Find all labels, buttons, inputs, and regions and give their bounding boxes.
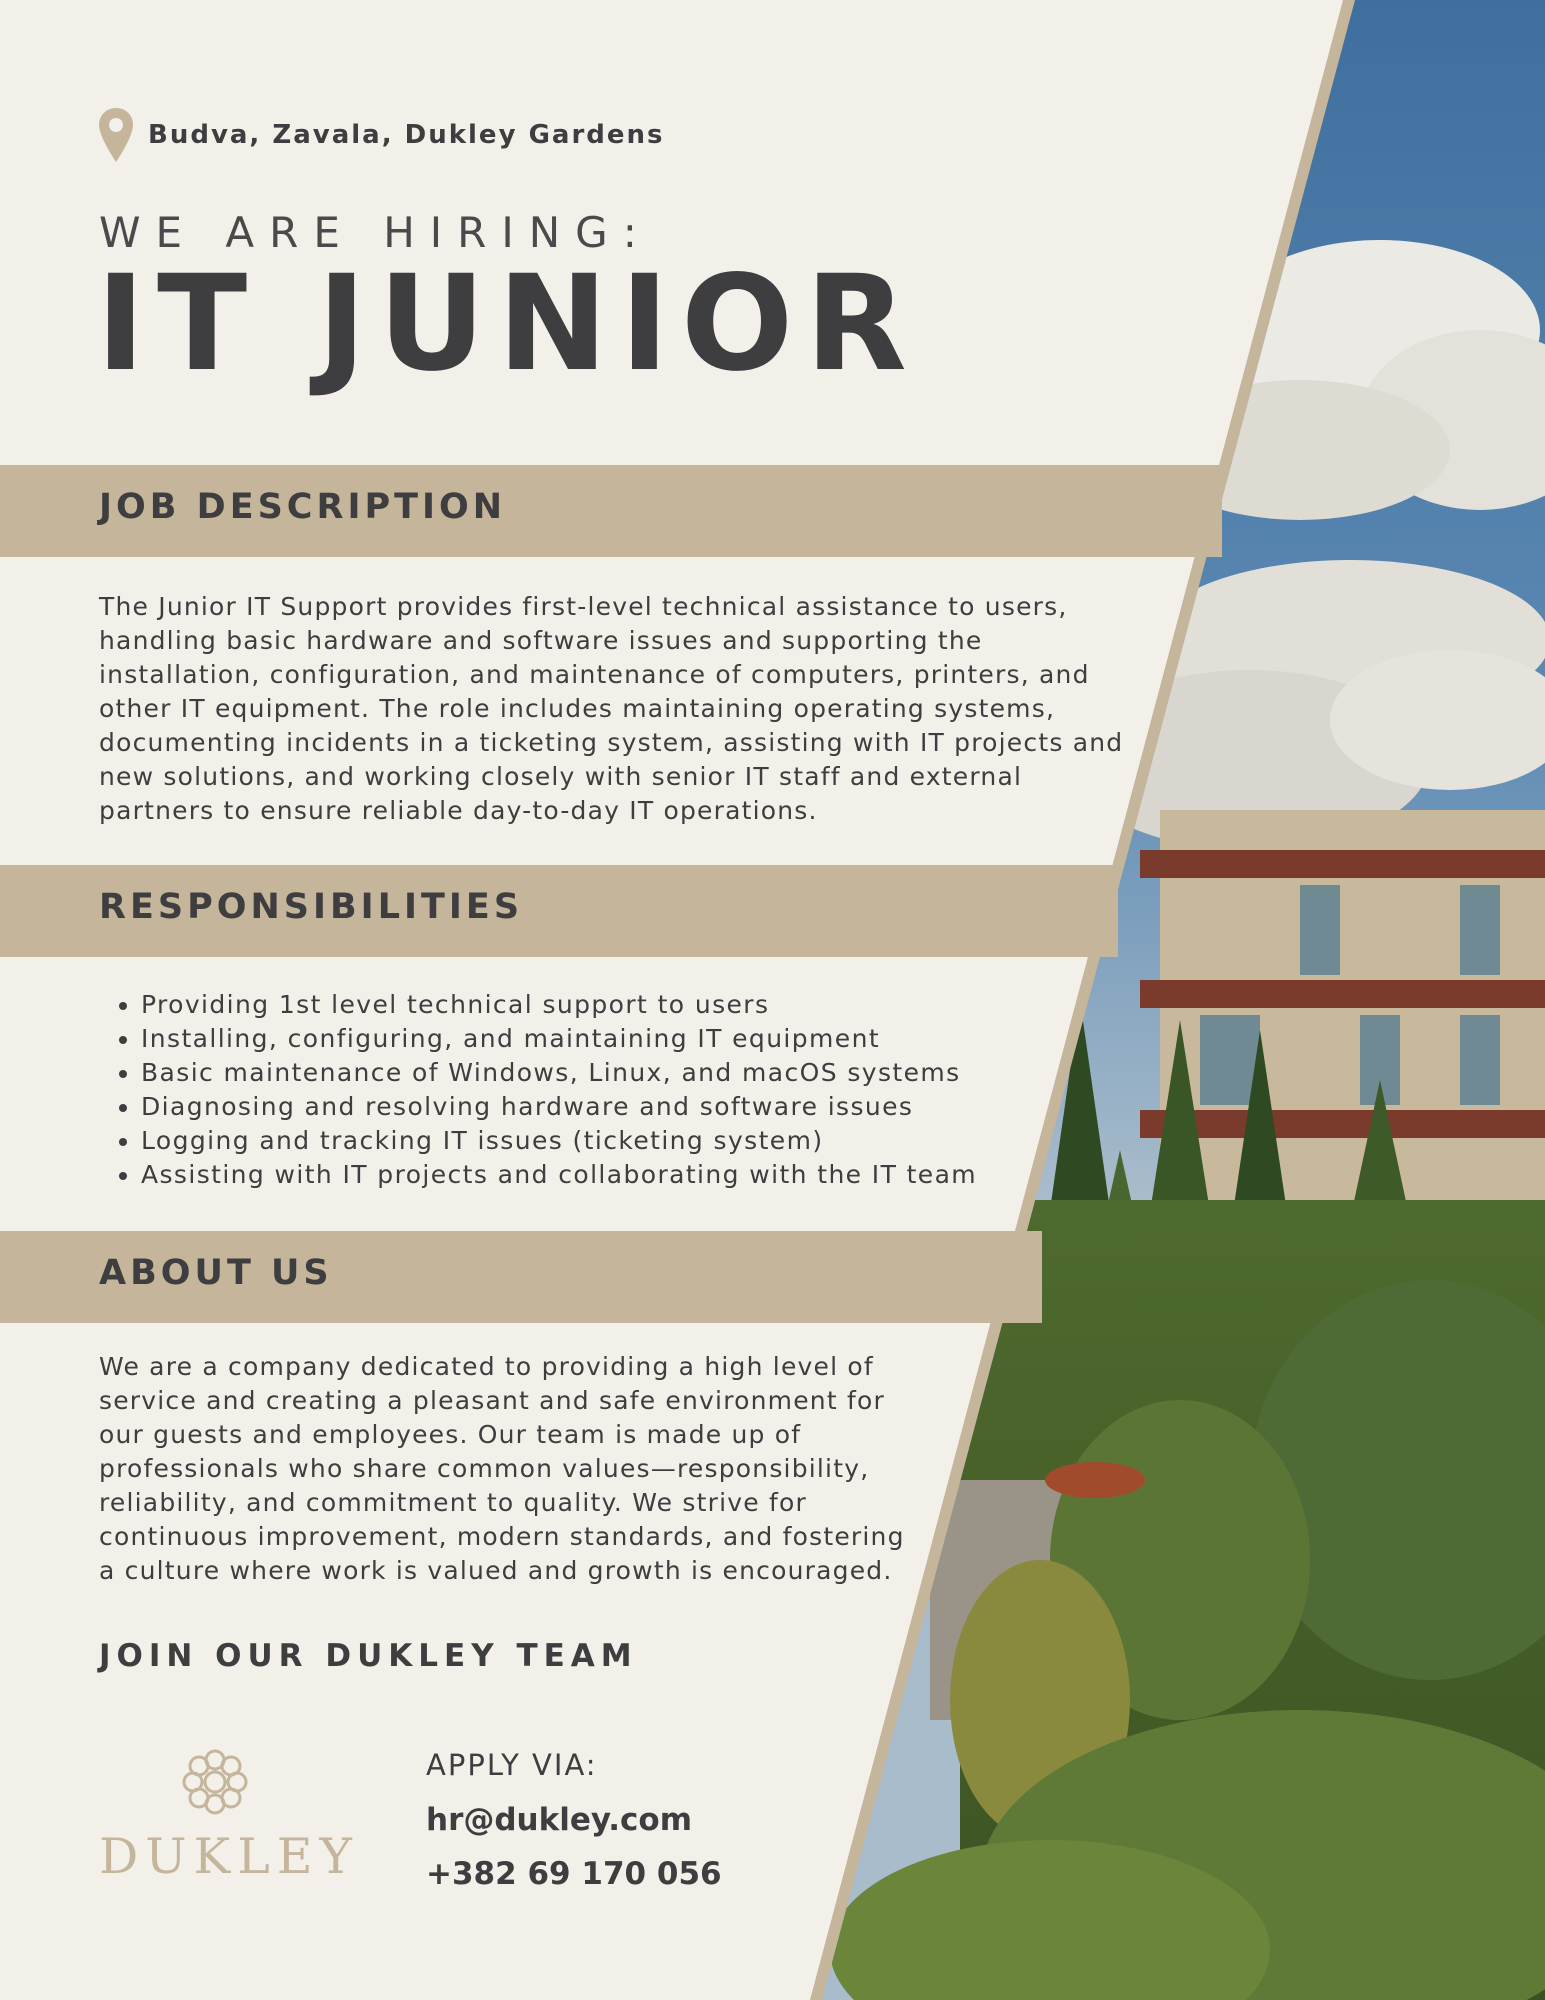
job-title: IT JUNIOR bbox=[96, 247, 919, 401]
job-description-text: The Junior IT Support provides first-level technical assistance to users, handling basic hardware and software issues and supporting the installation, configuration, and maintenance of computers, printers, and other IT equipment. The role includes maintaining operating systems, documenting incidents in a ticketing system, assisting with IT projects and new solutions, and working closely with senior IT staff and external partners to ensure reliable day-to-day IT operations. bbox=[99, 592, 1124, 825]
dukley-logo bbox=[99, 1742, 359, 1885]
apply-phone[interactable]: +382 69 170 056 bbox=[426, 1856, 722, 1892]
list-item: • Assisting with IT projects and collaborating with the IT team bbox=[141, 1158, 977, 1192]
job-description-band bbox=[0, 465, 1222, 557]
location-text: Budva, Zavala, Dukley Gardens bbox=[148, 120, 665, 150]
hiring-label: WE ARE HIRING: bbox=[99, 208, 652, 257]
list-item: • Installing, configuring, and maintaining IT equipment bbox=[141, 1022, 977, 1056]
logo-wordmark: DUKLEY bbox=[99, 1828, 359, 1885]
location bbox=[99, 108, 665, 162]
apply-label: APPLY VIA: bbox=[426, 1748, 598, 1782]
about-us-band bbox=[0, 1231, 1042, 1323]
map-pin-icon bbox=[99, 108, 133, 162]
list-item: • Basic maintenance of Windows, Linux, and macOS systems bbox=[141, 1056, 977, 1090]
join-team-text: JOIN OUR DUKLEY TEAM bbox=[99, 1638, 638, 1674]
about-us-text: We are a company dedicated to providing a high level of service and creating a pleasant and safe environment for our guests and employees. Our team is made up of professionals who share common values—responsibility, reliability, and commitment to quality. We strive for continuous improvement, modern standards, and fostering a culture where work is valued and growth is encouraged. bbox=[99, 1352, 905, 1585]
list-item: • Providing 1st level technical support to users bbox=[141, 988, 977, 1022]
apply-email[interactable]: hr@dukley.com bbox=[426, 1802, 692, 1838]
about-us-heading: ABOUT US bbox=[99, 1253, 333, 1293]
ornament-icon bbox=[175, 1742, 255, 1822]
job-description-heading: JOB DESCRIPTION bbox=[99, 487, 507, 527]
responsibilities-list bbox=[99, 988, 977, 1192]
list-item: • Diagnosing and resolving hardware and software issues bbox=[141, 1090, 977, 1124]
responsibilities-heading: RESPONSIBILITIES bbox=[99, 887, 524, 927]
list-item: • Logging and tracking IT issues (ticketing system) bbox=[141, 1124, 977, 1158]
responsibilities-band bbox=[0, 865, 1118, 957]
